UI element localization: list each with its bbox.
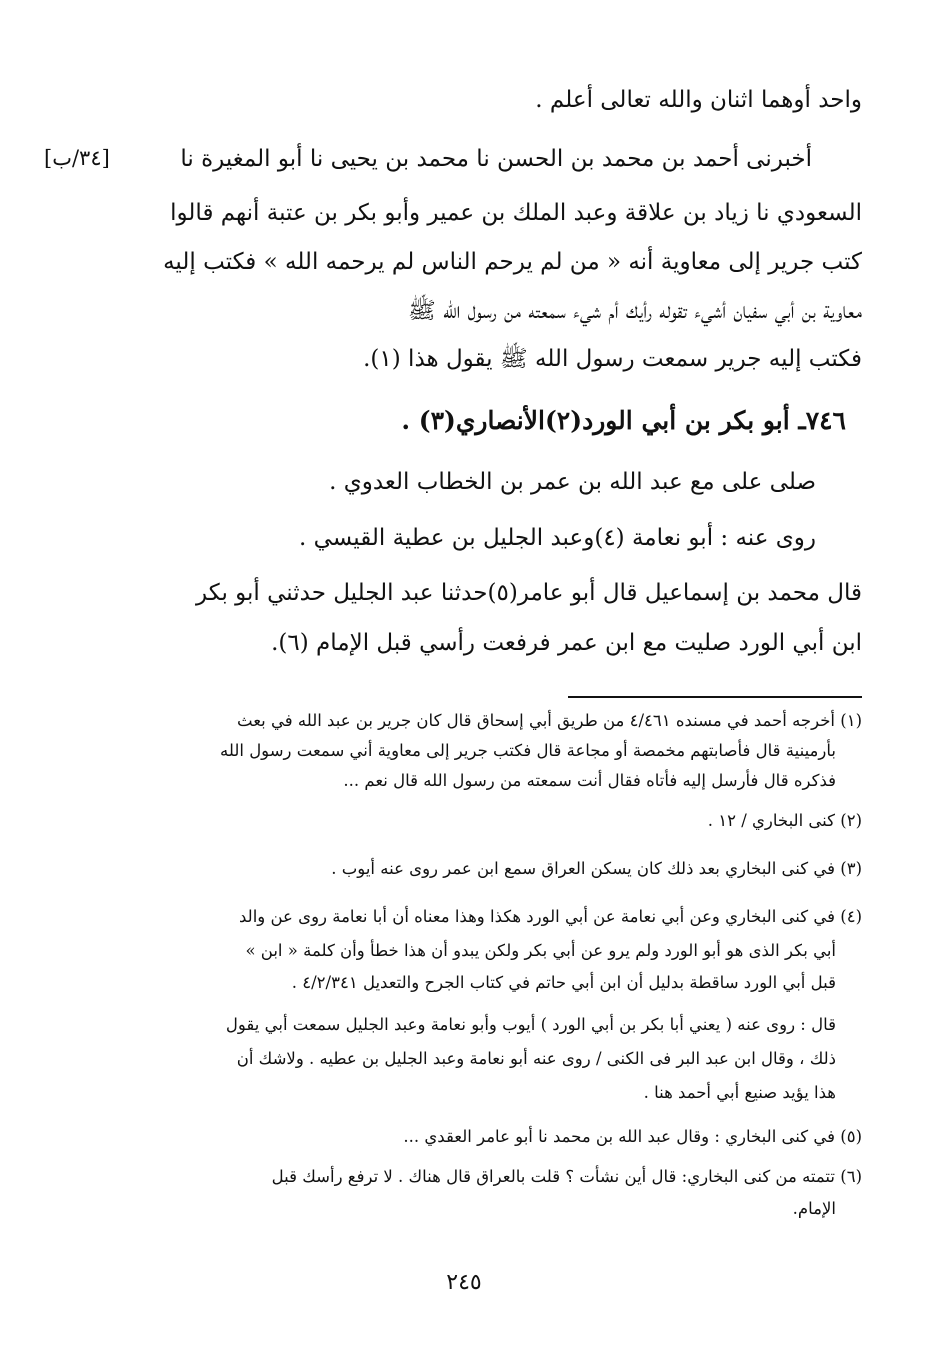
main-text-line-2: أخبرنى أحمد بن محمد بن الحسن نا محمد بن يحيى نا أبو المغيرة نا xyxy=(180,146,812,172)
page-number: ٢٤٥ xyxy=(446,1270,482,1295)
footnote-line-13: (٦) تتمته من كنى البخاري: قال أين نشأت ؟ قلت بالعراق قال هناك . لا ترفع رأسك قبل xyxy=(271,1167,862,1186)
footnote-line-9: قال : روى عنه ( يعني أبا بكر بن أبي الورد ) أيوب وأبو نعامة وعبد الجليل سمعت أبي يقول xyxy=(225,1015,836,1034)
main-text-line-8: صلى على مع عبد الله بن عمر بن الخطاب العدوي . xyxy=(329,469,816,495)
footnote-line-8: قبل أبي الورد ساقطة بدليل أن ابن أبي حاتم في كتاب الجرح والتعديل ٤/٢/٣٤١ . xyxy=(291,973,836,992)
main-text-line-6: فكتب إليه جرير سمعت رسول الله ﷺ يقول هذا (١). xyxy=(363,346,862,372)
main-text-line-9: روى عنه : أبو نعامة (٤)وعبد الجليل بن عطية القيسي . xyxy=(298,525,816,551)
footnote-line-10: ذلك ، وقال ابن عبد البر فى الكنى / روى عنه أبو نعامة وعبد الجليل بن عطيه . ولاشك أن xyxy=(236,1049,836,1068)
footnote-line-2: بأرمينية قال فأصابتهم مخمصة أو مجاعة قال فكتب جرير إلى معاوية أني سمعت رسول الله xyxy=(220,741,836,760)
main-text-line-10: قال محمد بن إسماعيل قال أبو عامر(٥)حدثنا عبد الجليل حدثني أبو بكر xyxy=(196,580,862,606)
footnote-line-12: (٥) في كنى البخاري : وقال عبد الله بن محمد نا أبو عامر العقدي ... xyxy=(403,1127,862,1146)
footnote-line-14: الإمام. xyxy=(792,1199,836,1218)
footnote-line-3: فذكره قال فأرسل إليه فأتاه فقال أنت سمعته من رسول الله قال نعم ... xyxy=(343,771,836,790)
main-text-line-1: واحد أوهما اثنان والله تعالى أعلم . xyxy=(535,87,862,113)
footnote-line-11: هذا يؤيد صنيع أبي أحمد هنا . xyxy=(643,1083,836,1102)
manuscript-folio-marker: [٣٤/ب] xyxy=(44,146,110,170)
entry-heading: ٧٤٦ـ أبو بكر بن أبي الورد(٢)الأنصاري(٣) . xyxy=(401,406,846,435)
main-text-line-4: كتب جرير إلى معاوية أنه « من لم يرحم الناس لم يرحمه الله » فكتب إليه xyxy=(163,249,862,275)
footnote-line-5: (٣) في كنى البخاري بعد ذلك كان يسكن العراق سمع ابن عمر روى عنه أيوب . xyxy=(331,859,862,878)
main-text-line-11: ابن أبي الورد صليت مع ابن عمر فرفعت رأسي قبل الإمام (٦). xyxy=(271,630,862,656)
footnote-line-7: أبي بكر الذى هو أبو الورد ولم يرو عن أبي بكر ولكن يبدو أن هذا خطأ وأن كلمة « ابن » xyxy=(245,941,836,960)
footnote-separator xyxy=(568,696,862,698)
footnote-line-6: (٤) في كنى البخاري وعن أبي نعامة عن أبي الورد هكذا وهذا معناه أن أبا نعامة روى عن والد xyxy=(239,907,862,926)
footnote-line-4: (٢) كنى البخاري / ١٢ . xyxy=(707,811,862,830)
footnote-line-1: (١) أخرجه أحمد في مسنده ٤/٤٦١ من طريق أبي إسحاق قال كان جرير بن عبد الله في بعث xyxy=(237,711,862,730)
main-text-line-3: السعودي نا زياد بن علاقة وعبد الملك بن عمير وأبو بكر بن عتبة أنهم قالوا xyxy=(170,200,862,226)
main-text-line-5: معاوية بن أبي سفيان أشيء تقوله رأيك أم شيء سمعته من رسول الله ﷺ xyxy=(408,298,862,324)
